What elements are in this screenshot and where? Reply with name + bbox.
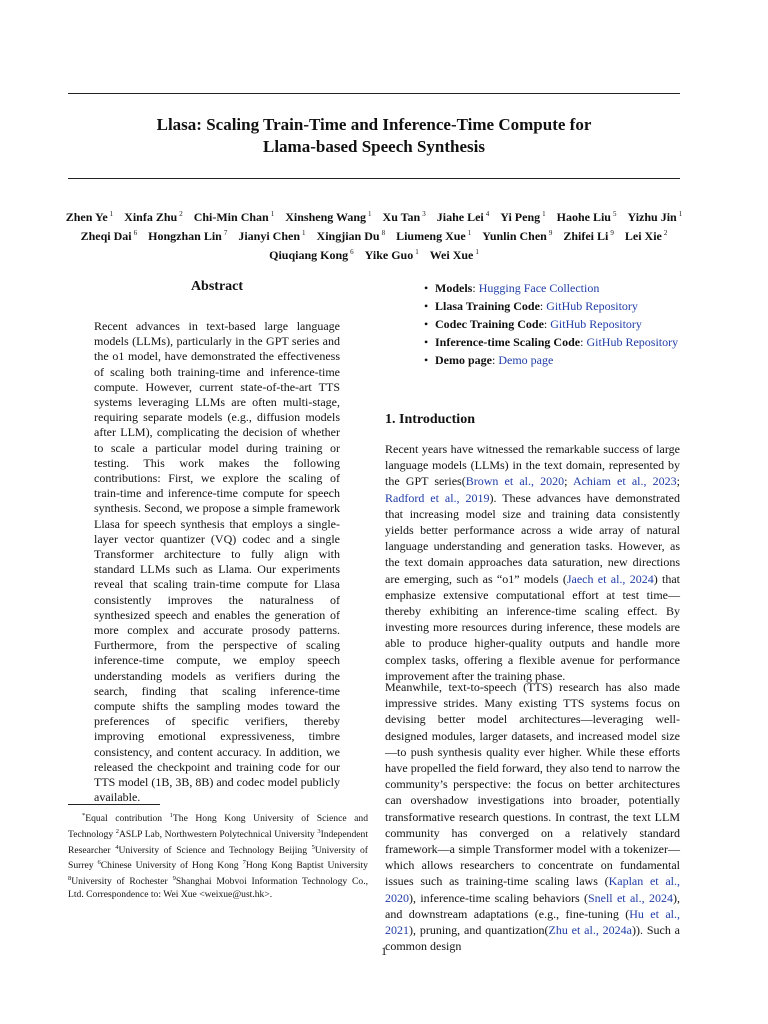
author-name: Chi-Min Chan — [193, 210, 269, 224]
author — [437, 210, 490, 224]
author-affiliation-mark: 7 — [223, 229, 228, 237]
author — [557, 210, 617, 224]
affiliation-number: 9 — [172, 875, 176, 883]
affiliation-text: University of Rochester — [71, 876, 173, 888]
resource-link[interactable]: GitHub Repository — [550, 317, 642, 331]
author-name: Xinsheng Wang — [285, 210, 367, 224]
affiliation-number: 1 — [169, 812, 173, 819]
author — [285, 210, 371, 224]
citation-link[interactable]: Zhu et al., 2024a — [548, 923, 632, 938]
author-name: Liumeng Xue — [396, 229, 466, 243]
affiliation-text: University of Science and Technology Beijing — [118, 844, 312, 856]
affiliation-number: 6 — [97, 859, 101, 867]
author — [66, 210, 113, 224]
author-name: Hongzhan Lin — [148, 229, 222, 243]
author-name: Qiuqiang Kong — [269, 248, 349, 262]
affiliation-text: University of Surrey — [68, 844, 368, 872]
author — [269, 248, 354, 262]
author-affiliation-mark: 9 — [610, 229, 614, 237]
resource-link[interactable]: GitHub Repository — [586, 335, 679, 349]
affiliation-text: Independent Researcher — [68, 828, 368, 856]
author-list — [60, 206, 688, 263]
correspondence: Correspondence to: Wei Xue <weixue@ust.hk>. — [86, 888, 273, 900]
author-affiliation-mark: 4 — [485, 210, 490, 218]
author-affiliation-mark: 9 — [548, 229, 553, 237]
resource-link-label: Codec Training Code — [435, 317, 544, 331]
author — [430, 248, 479, 262]
author — [238, 229, 305, 243]
author-name: Xu Tan — [382, 210, 421, 224]
resource-link[interactable]: GitHub Repository — [546, 299, 638, 313]
author — [500, 210, 545, 224]
author-affiliation-mark: 6 — [133, 229, 138, 237]
affiliation-text: The Hong Kong University of Science and Technology — [68, 813, 368, 840]
author-name: Yizhu Jin — [627, 210, 677, 224]
affiliation-text: Shanghai Mobvoi Information Technology Co., Ltd. — [68, 876, 368, 900]
affiliation-number: 5 — [311, 843, 315, 851]
footnote-mark: * — [82, 812, 86, 819]
abstract-heading: Abstract — [190, 279, 244, 294]
resource-link[interactable]: Hugging Face Collection — [478, 281, 600, 295]
affiliation-number: 2 — [115, 827, 119, 835]
resource-link-item: • Inference-time Scaling Code: GitHub Repository — [424, 334, 680, 351]
author — [396, 229, 471, 243]
author — [124, 210, 183, 224]
author-name: Zheqi Dai — [80, 229, 132, 243]
intro-paragraph-2: Meanwhile, text-to-speech (TTS) research has also made impressive strides. Many existing TTS systems focus on devising better model architectures—leveraging well-designed modules, larger datasets, and increased model size—to push synthesis quality ever higher. While these efforts have propelled the field forward, they also tend to narrow the community’s perspective: the focus on better architectures can overshadow investigations into broader, potentially transformative research questions. In contrast, the text LLM community has converged on a relatively standard framework—a simple Transformer model with a tokenizer—which allows researchers to concentrate on fundamental issues such as training-time scaling laws (Kaplan et al., 2020), inference-time scaling behaviors (Snell et al., 2024), and downstream adaptations (e.g., fine-tuning (Hu et al., 2021), pruning, and quantization(Zhu et al., 2024a)). Such a common design — [385, 680, 680, 954]
author-name: Xingjian Du — [316, 229, 380, 243]
author-name: Zhen Ye — [65, 210, 108, 224]
author-affiliation-mark: 1 — [270, 210, 275, 218]
author — [627, 210, 682, 224]
author-name: Yunlin Chen — [482, 229, 547, 243]
citation-link[interactable]: Brown et al., 2020 — [465, 474, 565, 489]
citation-link[interactable]: Radford et al., 2019 — [385, 490, 490, 505]
footnote-equal-contribution: Equal contribution — [85, 813, 170, 825]
author — [625, 229, 668, 243]
author — [317, 229, 386, 243]
affiliation-text: Hong Kong Baptist University — [245, 860, 368, 872]
author-affiliation-mark: 2 — [179, 210, 183, 218]
affiliation-text: ASLP Lab, Northwestern Polytechnical University — [119, 828, 318, 840]
author-affiliation-mark: 2 — [663, 229, 668, 237]
author-affiliation-mark: 5 — [612, 210, 617, 218]
intro-paragraph-1: Recent years have witnessed the remarkable success of large language models (LLMs) in the text domain, represented by the GPT series(Brown et al., 2020; Achiam et al., 2023; Radford et al., 2019). These advances have demonstrated that increasing model size and training data consistently yields better performance across a wide array of natural language understanding and generation tasks. However, as the text domain approaches data saturation, new directions are emerging, such as “o1” models (Jaech et al., 2024) that emphasize extensive computational effort at test time—thereby exhibiting an inference-time scaling effect. By investing more resources during inference, these models are able to produce higher-quality outputs and handle more complex tasks, offering a flexible avenue for performance improvement after the training phase. — [385, 442, 680, 683]
affiliation-number: 7 — [242, 859, 246, 867]
author-affiliation-mark: 1 — [415, 248, 419, 256]
resource-link-item: • Codec Training Code: GitHub Repository — [424, 316, 680, 333]
footnote — [68, 810, 368, 902]
page-number: 1 — [381, 944, 387, 958]
author — [148, 229, 227, 243]
author — [365, 248, 419, 262]
resource-link[interactable]: Demo page — [498, 353, 554, 367]
citation-link[interactable]: Jaech et al., 2024 — [566, 571, 654, 586]
title-rule-bottom — [68, 178, 680, 179]
title-rule-top — [68, 93, 680, 94]
resource-link-label: Models — [435, 281, 473, 295]
author-affiliation-mark: 1 — [368, 210, 372, 218]
footnote-rule — [68, 804, 160, 805]
title-line-2: Llama-based Speech Synthesis — [263, 137, 485, 156]
affiliation-number: 3 — [317, 827, 321, 835]
citation-link[interactable]: Kaplan et al., 2020 — [385, 874, 680, 905]
resource-link-item: • Models: Hugging Face Collection — [424, 280, 680, 297]
author-name: Yi Peng — [500, 210, 541, 224]
resource-links — [424, 280, 680, 370]
author-name: Jiahe Lei — [436, 210, 484, 224]
paper-title — [68, 114, 680, 158]
resource-link-item: • Llasa Training Code: GitHub Repository — [424, 298, 680, 315]
author-affiliation-mark: 1 — [467, 229, 472, 237]
author-name: Haohe Liu — [556, 210, 611, 224]
author-affiliation-mark: 1 — [542, 210, 546, 218]
author-affiliation-mark: 6 — [350, 248, 354, 256]
citation-link[interactable]: Hu et al., 2021 — [385, 906, 680, 938]
resource-link-label: Demo page — [435, 353, 492, 367]
author-name: Lei Xie — [624, 229, 662, 243]
title-line-1: Llasa: Scaling Train-Time and Inference-Time Compute for — [156, 115, 592, 134]
affiliation-number: 8 — [68, 875, 72, 883]
author-name: Jianyi Chen — [238, 229, 301, 243]
author-affiliation-mark: 1 — [678, 210, 683, 218]
author-name: Wei Xue — [429, 248, 474, 262]
citation-link[interactable]: Snell et al., 2024 — [587, 890, 673, 905]
resource-link-label: Inference-time Scaling Code — [435, 335, 581, 349]
author-name: Zhifei Li — [563, 229, 609, 243]
author — [81, 229, 138, 243]
author-affiliation-mark: 1 — [109, 210, 114, 218]
author — [482, 229, 552, 243]
affiliation-text: Chinese University of Hong Kong — [100, 860, 243, 872]
author-affiliation-mark: 1 — [302, 229, 306, 237]
author — [194, 210, 275, 224]
resource-link-label: Llasa Training Code — [435, 299, 540, 313]
author-affiliation-mark: 8 — [381, 229, 386, 237]
author — [563, 229, 614, 243]
affiliation-number: 4 — [115, 843, 119, 851]
abstract-body: Recent advances in text-based large language models (LLMs), particularly in the GPT series and the o1 model, have demonstrated the effectiveness of scaling both training-time and inference-time compute. However, current state-of-the-art TTS systems leveraging LLMs are often multi-stage, requiring separate models (e.g., diffusion models after LLM), complicating the decision of whether to scale a particular model during training or testing. This work makes the following contributions: First, we explore the scaling of train-time and inference-time compute for speech synthesis. Second, we propose a simple framework Llasa for speech synthesis that employs a single-layer vector quantizer (VQ) codec and a single Transformer architecture to fully align with standard LLMs such as Llama. Our experiments reveal that scaling train-time compute for Llasa consistently improves the naturalness of synthesized speech and enables the generation of more complex and accurate prosody patterns. Furthermore, from the perspective of scaling inference-time compute, we employ speech understanding models as verifiers during the search, finding that scaling inference-time compute shifts the sampling modes toward the preferences of specific verifiers, thereby improving emotional expressiveness, timbre consistency, and content accuracy. In addition, we released the checkpoint and training code for our TTS model (1B, 3B, 8B) and codec model publicly available. — [94, 319, 340, 805]
author — [383, 210, 426, 224]
section-heading-introduction: 1. Introduction — [385, 412, 475, 427]
author-affiliation-mark: 3 — [422, 210, 426, 218]
author-affiliation-mark: 1 — [475, 248, 479, 256]
citation-link[interactable]: Achiam et al., 2023 — [572, 474, 677, 489]
resource-link-item: • Demo page: Demo page — [424, 352, 680, 369]
author-name: Yike Guo — [364, 248, 414, 262]
author-name: Xinfa Zhu — [124, 210, 178, 224]
